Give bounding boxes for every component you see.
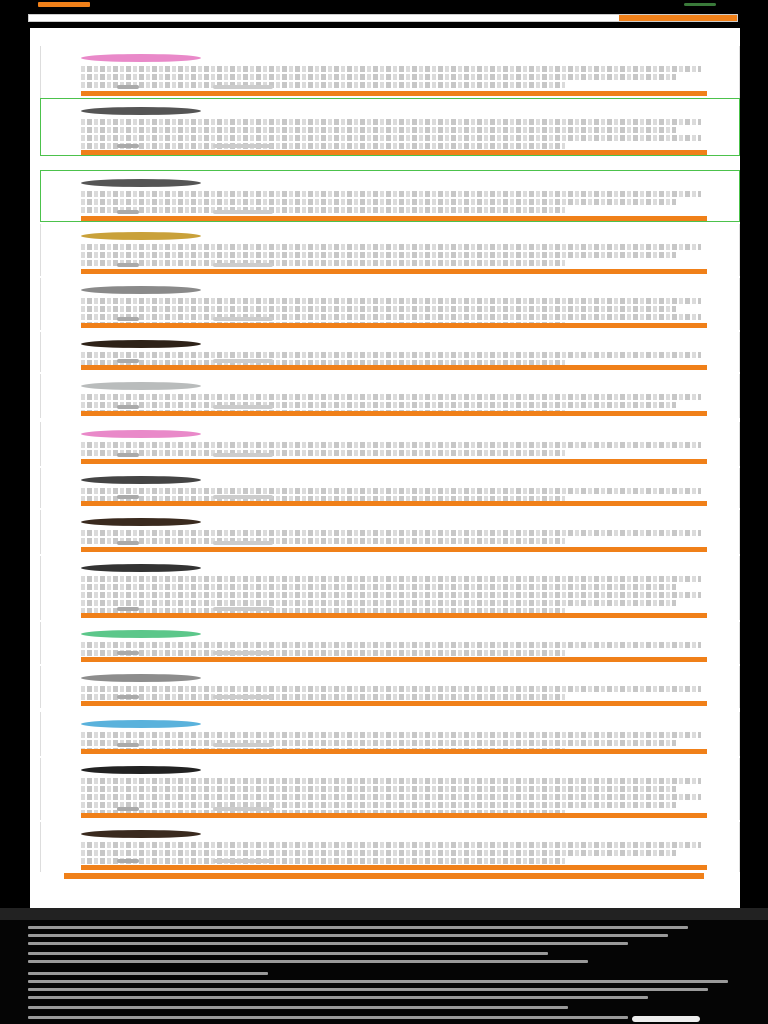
answer-action-bar[interactable] xyxy=(81,749,707,754)
post-number xyxy=(683,432,699,436)
answer-action-bar[interactable] xyxy=(81,657,707,662)
reply-link[interactable] xyxy=(117,85,139,89)
quote-link[interactable] xyxy=(213,453,273,457)
answer-text-lines xyxy=(81,778,701,818)
answer-action-bar[interactable] xyxy=(81,865,707,870)
post-number xyxy=(683,768,699,772)
answer-card xyxy=(40,622,740,664)
site-logo[interactable] xyxy=(38,2,90,7)
footer-line xyxy=(28,972,268,975)
post-number xyxy=(683,109,699,113)
post-date xyxy=(351,631,471,637)
answer-card xyxy=(40,422,740,466)
post-number xyxy=(683,566,699,570)
quote-link[interactable] xyxy=(213,85,273,89)
login-button[interactable] xyxy=(684,3,716,6)
answer-action-bar[interactable] xyxy=(81,613,707,618)
answer-action-bar[interactable] xyxy=(81,459,707,464)
answer-text-lines xyxy=(81,191,701,215)
reply-link[interactable] xyxy=(117,859,139,863)
question-title xyxy=(70,34,630,46)
post-number xyxy=(683,722,699,726)
post-number xyxy=(683,676,699,680)
user-avatar[interactable] xyxy=(81,340,201,348)
post-number xyxy=(683,832,699,836)
quote-link[interactable] xyxy=(213,210,273,214)
user-avatar[interactable] xyxy=(81,630,201,638)
answer-text-lines xyxy=(81,244,701,268)
quote-link[interactable] xyxy=(213,607,273,611)
reply-link[interactable] xyxy=(117,263,139,267)
footer-line xyxy=(28,996,648,999)
answer-action-bar[interactable] xyxy=(81,501,707,506)
reply-link[interactable] xyxy=(117,405,139,409)
post-date xyxy=(351,233,471,239)
footer-line xyxy=(28,1006,568,1009)
post-date xyxy=(351,767,471,773)
reply-link[interactable] xyxy=(117,743,139,747)
site-header xyxy=(0,0,768,28)
user-avatar[interactable] xyxy=(81,564,201,572)
answer-text-lines xyxy=(81,576,701,616)
footer-line xyxy=(28,1016,628,1019)
answer-card xyxy=(40,46,740,98)
answer-action-bar[interactable] xyxy=(81,323,707,328)
post-date xyxy=(351,383,471,389)
answer-action-bar[interactable] xyxy=(81,411,707,416)
answer-card xyxy=(40,374,740,418)
user-avatar[interactable] xyxy=(81,107,201,115)
quote-link[interactable] xyxy=(213,495,273,499)
answer-card xyxy=(40,712,740,756)
post-number xyxy=(683,56,699,60)
user-avatar[interactable] xyxy=(81,476,201,484)
post-number xyxy=(683,342,699,346)
user-avatar[interactable] xyxy=(81,518,201,526)
answer-card xyxy=(40,332,740,372)
answer-action-bar[interactable] xyxy=(81,813,707,818)
quote-link[interactable] xyxy=(213,743,273,747)
post-date xyxy=(351,341,471,347)
reply-link[interactable] xyxy=(117,807,139,811)
post-date xyxy=(351,831,471,837)
site-title xyxy=(200,0,560,10)
answer-card xyxy=(40,98,740,156)
quote-link[interactable] xyxy=(213,359,273,363)
user-avatar[interactable] xyxy=(81,286,201,294)
footer-line xyxy=(28,960,588,963)
post-number xyxy=(683,181,699,185)
quote-link[interactable] xyxy=(213,807,273,811)
post-number xyxy=(683,478,699,482)
user-avatar[interactable] xyxy=(81,674,201,682)
answer-text-lines xyxy=(81,442,701,458)
answer-action-bar[interactable] xyxy=(81,365,707,370)
answer-action-bar[interactable] xyxy=(81,269,707,274)
pagination[interactable] xyxy=(650,902,720,906)
answer-text-lines xyxy=(81,842,701,866)
reply-link[interactable] xyxy=(117,453,139,457)
answer-card xyxy=(40,278,740,330)
search-input[interactable] xyxy=(29,15,629,21)
post-date xyxy=(351,565,471,571)
post-number xyxy=(683,234,699,238)
post-date xyxy=(351,675,471,681)
quote-link[interactable] xyxy=(213,651,273,655)
answer-card xyxy=(40,468,740,508)
search-bar xyxy=(28,14,738,22)
reply-link[interactable] xyxy=(117,651,139,655)
footer-line xyxy=(28,942,628,945)
site-footer xyxy=(0,908,768,1024)
post-number xyxy=(683,632,699,636)
answer-card xyxy=(40,666,740,708)
footer-line xyxy=(28,980,728,983)
post-date xyxy=(351,55,471,61)
quote-link[interactable] xyxy=(213,144,273,148)
footer-line xyxy=(28,934,668,937)
reply-link[interactable] xyxy=(117,607,139,611)
quote-link[interactable] xyxy=(213,859,273,863)
reply-link[interactable] xyxy=(117,210,139,214)
answer-text-lines xyxy=(81,686,701,702)
post-date xyxy=(351,477,471,483)
answer-action-bar[interactable] xyxy=(81,91,707,96)
reply-link[interactable] xyxy=(117,317,139,321)
post-date xyxy=(351,721,471,727)
answer-action-bar[interactable] xyxy=(81,547,707,552)
reply-link[interactable] xyxy=(117,695,139,699)
user-avatar[interactable] xyxy=(81,430,201,438)
user-avatar[interactable] xyxy=(81,54,201,62)
reply-link[interactable] xyxy=(117,144,139,148)
user-avatar[interactable] xyxy=(81,382,201,390)
footer-line xyxy=(28,952,548,955)
answer-card xyxy=(40,822,740,872)
user-avatar[interactable] xyxy=(81,232,201,240)
answer-card xyxy=(40,510,740,554)
answer-text-lines xyxy=(81,119,701,151)
footer-button[interactable] xyxy=(632,1016,700,1022)
reply-link[interactable] xyxy=(117,359,139,363)
post-date xyxy=(351,519,471,525)
user-avatar[interactable] xyxy=(81,179,201,187)
answer-card xyxy=(40,556,740,620)
footer-line xyxy=(28,988,708,991)
post-date xyxy=(351,287,471,293)
user-avatar[interactable] xyxy=(81,766,201,774)
quote-link[interactable] xyxy=(213,317,273,321)
reply-button[interactable] xyxy=(64,873,704,879)
answer-text-lines xyxy=(81,66,701,90)
similar-questions-heading xyxy=(70,880,590,890)
reply-link[interactable] xyxy=(117,541,139,545)
post-date xyxy=(351,108,471,114)
answer-card xyxy=(40,224,740,276)
footer-line xyxy=(28,926,688,929)
user-avatar[interactable] xyxy=(81,830,201,838)
answer-text-lines xyxy=(81,642,701,658)
question-thread xyxy=(30,28,740,908)
answer-card xyxy=(40,758,740,820)
reply-link[interactable] xyxy=(117,495,139,499)
search-button[interactable] xyxy=(619,15,737,21)
answer-action-bar[interactable] xyxy=(81,701,707,706)
post-date xyxy=(351,180,471,186)
answer-text-lines xyxy=(81,530,701,546)
user-avatar[interactable] xyxy=(81,720,201,728)
post-number xyxy=(683,384,699,388)
answer-card xyxy=(40,170,740,222)
post-number xyxy=(683,288,699,292)
post-number xyxy=(683,520,699,524)
quote-link[interactable] xyxy=(213,263,273,267)
footer-title xyxy=(130,910,690,920)
quote-link[interactable] xyxy=(213,405,273,409)
answer-action-bar[interactable] xyxy=(81,150,707,155)
quote-link[interactable] xyxy=(213,541,273,545)
quote-link[interactable] xyxy=(213,695,273,699)
post-date xyxy=(351,431,471,437)
answer-action-bar[interactable] xyxy=(81,216,707,221)
